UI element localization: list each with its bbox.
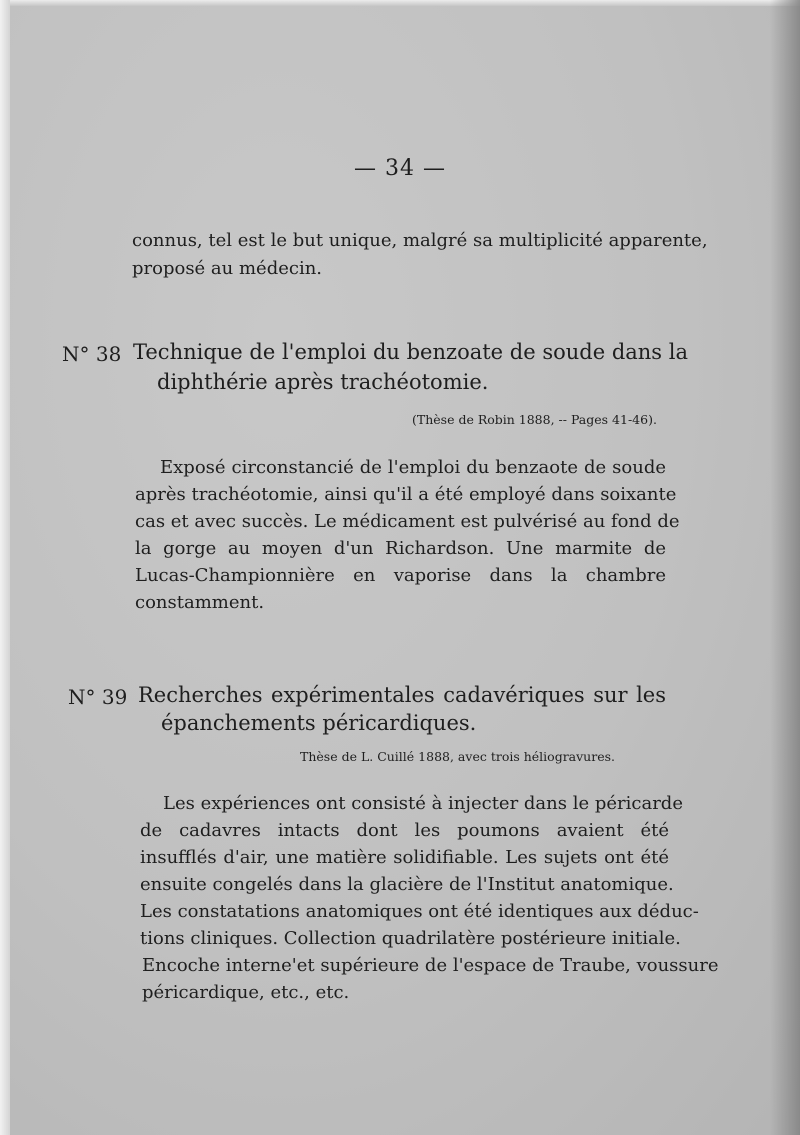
entry-39-title-line-2: épanchements péricardiques. (161, 711, 477, 735)
entry-39-body-line-5: Les constatations anatomiques ont été identiques aux déduc- (140, 901, 699, 922)
entry-39-number: N° 39 (68, 685, 128, 709)
entry-38-title-line-2: diphthérie après trachéotomie. (157, 370, 489, 394)
intro-line-1: connus, tel est le but unique, malgré sa multiplicité apparente, (132, 230, 708, 251)
entry-39-body-line-4: ensuite congelés dans la glacière de l'Institut anatomique. (140, 874, 674, 895)
entry-39-body-line-3: insufflés d'air, une matière solidifiable. Les sujets ont été (140, 847, 669, 868)
entry-39-title-line-1: Recherches expérimentales cadavériques sur les (138, 683, 666, 707)
entry-39-body-line-1: Les expériences ont consisté à injecter dans le péricarde (163, 793, 683, 814)
page-number: — 34 — (354, 156, 446, 181)
entry-38-body-line-1: Exposé circonstancié de l'emploi du benzaote de soude (160, 457, 666, 478)
entry-38-body-line-5: Lucas-Championnière en vaporise dans la chambre (135, 565, 666, 586)
entry-39-body-line-8: péricardique, etc., etc. (142, 982, 350, 1003)
entry-38-body-line-3: cas et avec succès. Le médicament est pulvérisé au fond de (135, 511, 680, 532)
intro-line-2: proposé au médecin. (132, 258, 323, 279)
entry-39-reference: Thèse de L. Cuillé 1888, avec trois héliogravures. (300, 749, 615, 764)
entry-38-body-line-4: la gorge au moyen d'un Richardson. Une marmite de (135, 538, 666, 559)
entry-39-body-line-2: de cadavres intacts dont les poumons avaient été (140, 820, 669, 841)
page-top-edge (0, 0, 800, 6)
entry-38-body-line-6: constamment. (135, 592, 265, 613)
entry-38-reference: (Thèse de Robin 1888, -- Pages 41-46). (412, 412, 657, 427)
entry-38-number: N° 38 (62, 342, 122, 366)
entry-38-body-line-2: après trachéotomie, ainsi qu'il a été employé dans soixante (135, 484, 677, 505)
entry-39-body-line-6: tions cliniques. Collection quadrilatère postérieure initiale. (140, 928, 681, 949)
entry-39-body-line-7: Encoche interne'et supérieure de l'espace de Traube, voussure (142, 955, 719, 976)
entry-38-title-line-1: Technique de l'emploi du benzoate de soude dans la (133, 340, 688, 364)
